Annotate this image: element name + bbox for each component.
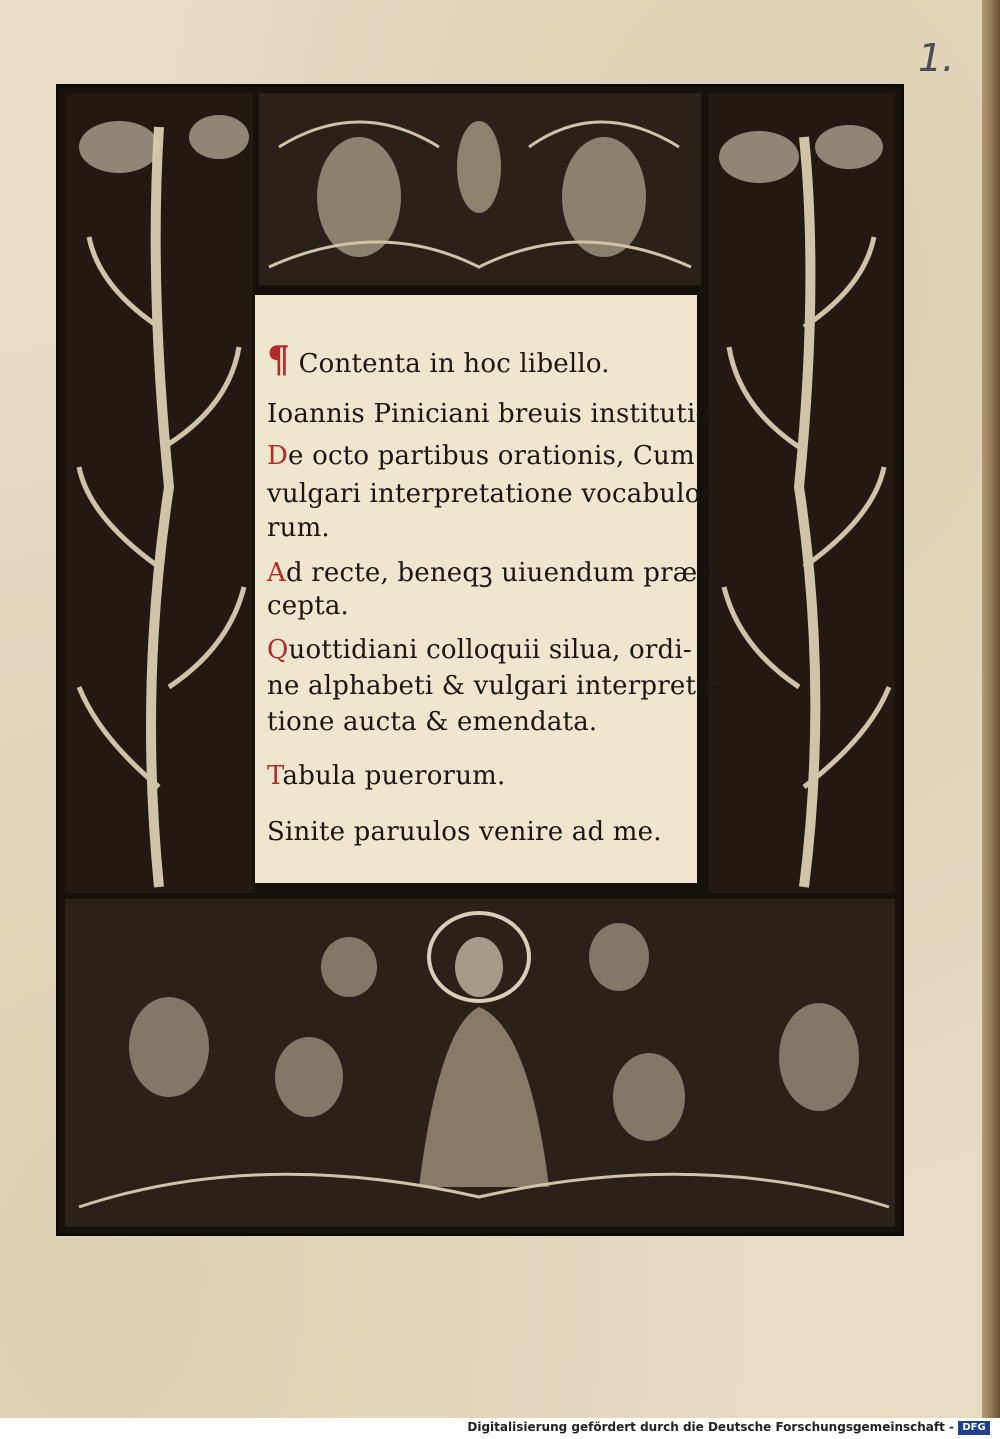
pilcrow-mark: ¶ [267, 339, 291, 381]
bottom-panel-christ-with-angels [65, 899, 895, 1227]
contents-line: rum. [267, 513, 330, 543]
contents-heading-text: Contenta in hoc libello. [298, 349, 610, 379]
footer-bar [0, 1418, 1000, 1439]
contents-line: cepta. [267, 591, 350, 621]
top-panel-cherubs [259, 93, 701, 285]
rubric-initial: A [267, 558, 286, 588]
contents-line: ne alphabeti & vulgari interpreta- [267, 671, 721, 701]
contents-text-block [252, 292, 721, 886]
contents-line: Quottidiani colloquii silua, ordi- [267, 635, 692, 665]
contents-heading [267, 339, 610, 381]
page-edge [982, 0, 1000, 1418]
contents-line: Ad recte, beneqꝫ uiuendum præ- [267, 558, 707, 588]
rubric-initial: Q [267, 635, 289, 665]
contents-line: vulgari interpretatione vocabulo- [267, 479, 710, 509]
contents-line: Ioannis Piniciani breuis institutio [267, 399, 712, 429]
footer-credit: Digitalisierung gefördert durch die Deutsche Forschungsgemeinschaft - [467, 1420, 954, 1434]
contents-line: Tabula puerorum. [267, 761, 506, 791]
left-vine-column [65, 93, 253, 893]
contents-line: De octo partibus orationis, Cum [267, 441, 695, 471]
rubric-initial: T [267, 761, 283, 791]
contents-line: tione aucta & emendata. [267, 707, 598, 737]
dfg-logo-icon: DFG [958, 1421, 990, 1435]
folio-number: 1. [918, 36, 955, 80]
contents-line: Sinite paruulos venire ad me. [267, 817, 662, 847]
rubric-initial: D [267, 441, 289, 471]
right-vine-column [709, 93, 895, 893]
